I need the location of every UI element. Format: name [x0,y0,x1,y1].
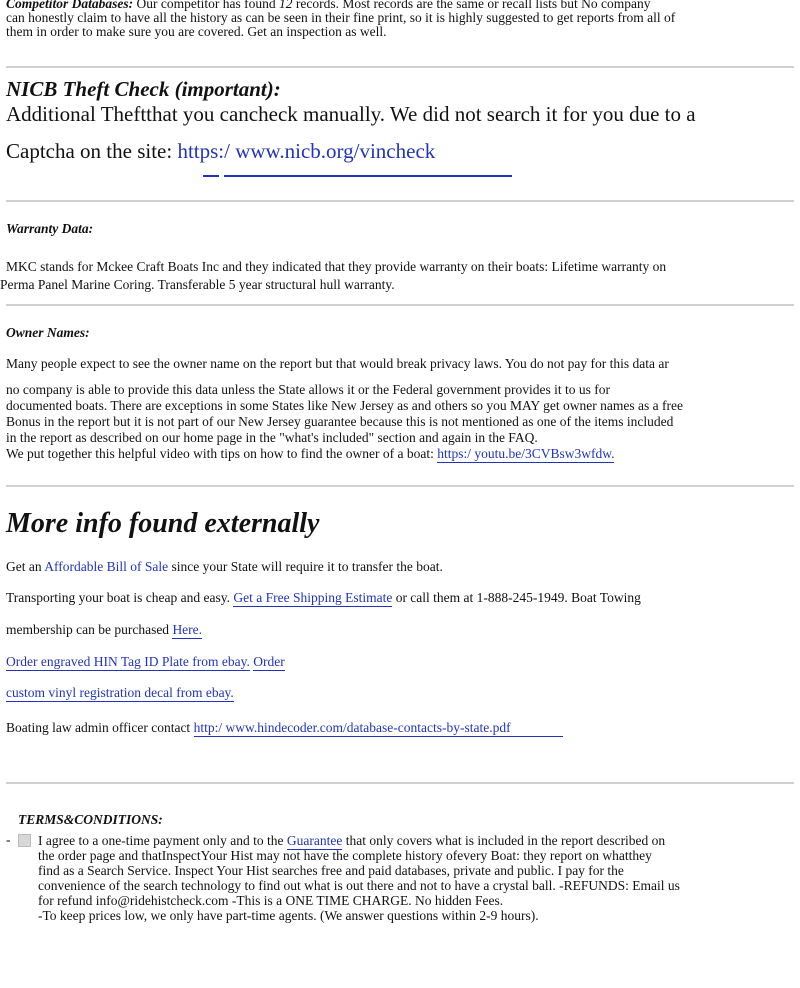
law-contacts-link[interactable]: http:/ www.hindecoder.com/database-contacts-by-state.pdf [194,720,563,737]
divider [6,304,794,306]
owner-paragraph [6,383,798,461]
owner-text: We put together this helpful video with tips on how to find the owner of a boat: [6,446,438,461]
competitor-text: records. Most records are the same or recall lists but No company [292,0,651,11]
terms-heading: TERMS&CONDITIONS: [18,812,163,827]
divider [6,782,794,784]
owner-text: no company is able to provide this data unless the State allows it or the Federal government provides it to us for [6,382,610,397]
nicb-text-2 [6,138,798,164]
terms-text: for refund info@ridehistcheck.com -This is a ONE TIME CHARGE. No hidden Fees. [38,893,504,908]
nicb-text-label: Captcha on the site: [6,139,178,163]
external-text: membership can be purchased [6,622,173,637]
hin-line [6,655,798,669]
competitor-section [6,0,798,39]
towing-line [6,623,798,637]
order-link[interactable]: Order [253,654,285,669]
bill-of-sale-link[interactable]: Affordable Bill of Sale [44,559,169,574]
agree-checkbox[interactable] [18,834,31,847]
competitor-text: them in order to make sure you are covered. Get an inspection as well. [6,24,387,39]
terms-text: find as a Search Service. Inspect Your Hist searches free and paid databases, private and public. I pay for the [38,863,624,878]
nicb-link[interactable]: https:/ www.nicb.org/vincheck [177,139,436,163]
competitor-text: can honestly claim to have all the history as can be seen in their fine print, so it is highly suggested to get reports from all of [6,10,676,25]
hin-plate-link[interactable]: Order engraved HIN Tag ID Plate from ebay. [6,654,250,669]
warranty-heading: Warranty Data: [6,221,94,236]
external-text: Get an [6,559,45,574]
terms-text: -To keep prices low, we only have part-time agents. (We answer questions within 2-9 hours). [38,908,539,923]
guarantee-link[interactable]: Guarantee [286,833,343,848]
external-text: or call them at 1-888-245-1949. Boat Towing [392,590,641,605]
owner-text: Many people expect to see the owner name on the report but that would break privacy laws. You do not pay for this data ar [6,356,669,371]
owner-heading: Owner Names: [6,325,90,340]
terms-dash: - [6,832,11,847]
external-heading: More info found externally [6,508,320,539]
competitor-label: Competitor Databases: [6,0,134,11]
shipping-estimate-link[interactable]: Get a Free Shipping Estimate [233,590,393,605]
bill-line [6,560,798,574]
link-underline [203,175,219,177]
divider [6,200,794,202]
owner-text: documented boats. There are exceptions in some States like New Jersey as and others so you MAY get owner names as a free [6,398,683,413]
competitor-count: 12 [278,0,293,11]
divider [6,66,794,68]
nicb-heading: NICB Theft Check (important): [6,77,281,101]
decal-line [6,686,798,700]
warranty-text: Perma Panel Marine Coring. Transferable 5 year structural hull warranty. [0,277,395,292]
terms-text: that only covers what is included in the report described on [342,833,666,848]
terms-body [38,833,680,923]
divider [6,485,794,487]
terms-text: the order page and thatInspectYour Hist may not have the complete history ofevery Boat: they report on whatthey [38,848,652,863]
warranty-text: MKC stands for Mckee Craft Boats Inc and they indicated that they provide warranty on their boats: Lifetime warranty on [6,259,667,274]
towing-link[interactable]: Here. [172,622,203,637]
owner-text: Bonus in the report but it is not part of our New Jersey guarantee because this is not mentioned as one of the items included [6,414,674,429]
external-text: Boating law admin officer contact [6,720,194,735]
terms-text: convenience of the search technology to find out what is out there and not to have a crystal ball. -REFUNDS: Email us [38,878,680,893]
law-line [6,721,798,735]
decal-link[interactable]: custom vinyl registration decal from ebay. [6,685,234,700]
video-link[interactable]: https:/ youtu.be/3CVBsw3wfdw. [437,446,615,461]
owner-text: in the report as described on our home page in the "what's included" section and again in the FAQ. [6,430,538,445]
link-underline [224,175,512,177]
external-text: since your State will require it to transfer the boat. [168,559,443,574]
shipping-line [6,591,798,605]
external-text: Transporting your boat is cheap and easy. [6,590,234,605]
nicb-text: Additional Theftthat you cancheck manually. We did not search it for you due to a [6,102,696,126]
competitor-text: Our competitor has found [136,0,279,11]
terms-text: I agree to a one-time payment only and to the [38,833,287,848]
